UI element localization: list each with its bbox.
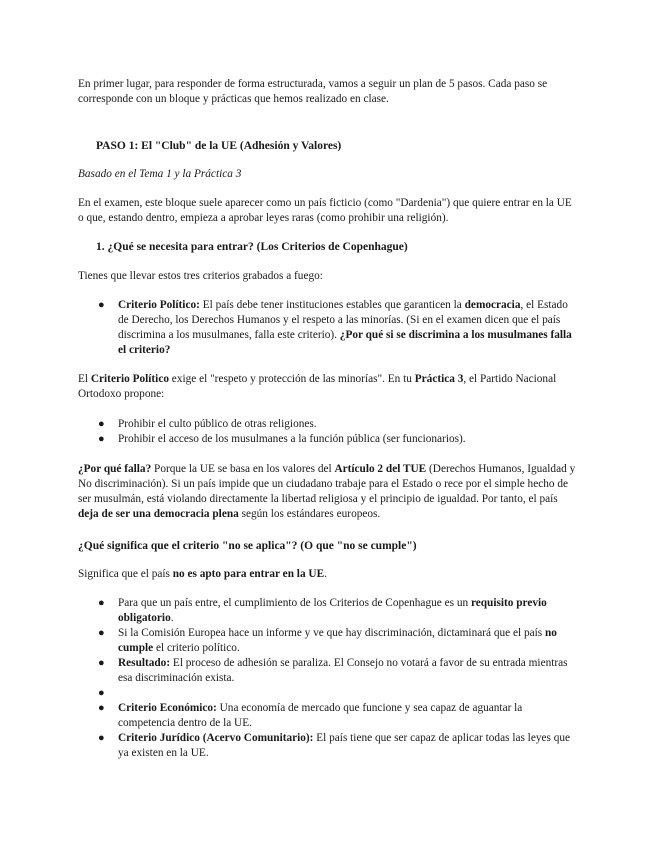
para2-t2: exige el "respeto y protección de las minorías". En tu: [168, 373, 415, 385]
meaning-text: [78, 567, 578, 582]
list-item: [78, 701, 578, 731]
context-paragraph: [78, 196, 578, 226]
question-heading: [78, 539, 578, 554]
criteria-intro-text: Tienes que llevar estos tres criterios grabados a fuego:: [78, 270, 323, 282]
proposals-list: [78, 417, 578, 447]
intro-paragraph: [78, 77, 578, 107]
criteria-intro: [78, 269, 578, 284]
bullet-icon: ●: [98, 433, 105, 445]
proposal-2: Prohibir el acceso de los musulmanes a la función pública (ser funcionarios).: [118, 433, 466, 445]
item1-t1: Para que un país entre, el cumplimiento de los Criterios de Copenhague es un: [118, 597, 471, 609]
section1-heading: [96, 240, 596, 255]
bullet-icon: ●: [98, 627, 105, 639]
paso1-title-text: PASO 1: El "Club" de la UE (Adhesión y Valores): [96, 140, 342, 152]
bullet-icon: ●: [98, 597, 105, 609]
why-b3: deja de ser una democracia plena: [78, 508, 239, 520]
paso1-title: [96, 139, 596, 154]
criterio-politico-list: [78, 298, 578, 358]
item6-t1: El país tiene que ser capaz de aplicar todas las leyes que ya existen en la UE.: [118, 732, 571, 759]
item5-b1: Criterio Económico:: [118, 702, 217, 714]
item6-b1: Criterio Jurídico (Acervo Comunitario):: [118, 732, 314, 744]
para2-t3: , el Partido Nacional Ortodoxo propone:: [78, 373, 557, 400]
bullet-icon: ●: [98, 732, 105, 744]
item5-t1: Una economía de mercado que funcione y sea capaz de aguantar la competencia dentro de la UE.: [118, 702, 523, 729]
list-item: [78, 432, 578, 447]
paso1-subtitle: [78, 167, 578, 182]
item2-t1: Si la Comisión Europea hace un informe y ve que hay discriminación, dictaminará que el país: [118, 627, 545, 639]
item1-b1: requisito previo obligatorio: [118, 597, 547, 624]
list-item: [78, 626, 578, 656]
criterio-politico-text-a: El país debe tener instituciones estables que garanticen la: [199, 299, 465, 311]
list-item: [78, 656, 578, 686]
meaning-paragraph: [78, 567, 578, 582]
section1-heading-text: 1. ¿Qué se necesita para entrar? (Los Criterios de Copenhague): [96, 241, 408, 253]
para2: [78, 372, 578, 402]
meaning-t1: Significa que el país: [78, 568, 173, 580]
item2-t2: el criterio político.: [153, 642, 240, 654]
bullet-icon: ●: [98, 687, 105, 699]
para2-t1: El: [78, 373, 91, 385]
item1-t2: .: [170, 612, 174, 624]
list-item: [78, 417, 578, 432]
why-text: [78, 462, 578, 522]
details-list: [78, 596, 578, 761]
list-item: [78, 686, 578, 701]
why-b2: Artículo 2 del TUE: [334, 463, 427, 475]
item2-b1: no cumple: [118, 627, 557, 654]
item3-t1: El proceso de adhesión se paraliza. El Consejo no votará a favor de su entrada mientras esa discriminación exista.: [118, 657, 568, 684]
list-item: [78, 596, 578, 626]
intro-text: En primer lugar, para responder de forma estructurada, vamos a seguir un plan de 5 pasos. Cada paso se corresponde con un bloque y prácticas que hemos realizado en clase.: [78, 78, 548, 105]
criterio-politico-text-b: , el Estado de Derecho, los Derechos Humanos y el respeto a las minorías. (Si en el examen dicen que el país discrimina a los musulmanes, falla este criterio).: [118, 299, 568, 341]
bullet-icon: ●: [98, 299, 105, 311]
why-b1: ¿Por qué falla?: [78, 463, 152, 475]
criterio-politico-label: Criterio Político:: [118, 299, 200, 311]
para2-b2: Práctica 3: [414, 373, 464, 385]
list-item: [78, 731, 578, 761]
why-t1: Porque la UE se basa en los valores del: [151, 463, 335, 475]
question-heading-text: ¿Qué significa que el criterio "no se aplica"? (O que "no se cumple"): [78, 540, 417, 552]
bullet-icon: ●: [98, 418, 105, 430]
meaning-t2: .: [324, 568, 327, 580]
context-text: En el examen, este bloque suele aparecer como un país ficticio (como "Dardenia") que quiere entrar en la UE o que, estando dentro, empieza a aprobar leyes raras (como prohibir una religión).: [78, 197, 572, 224]
list-item: [78, 298, 578, 358]
proposal-1: Prohibir el culto público de otras religiones.: [118, 418, 317, 430]
democracia-bold: democracia: [464, 299, 521, 311]
why-paragraph: [78, 462, 578, 522]
para2-text: [78, 372, 578, 402]
item3-b1: Resultado:: [118, 657, 171, 669]
question-bold: ¿Por qué si se discrimina a los musulmanes falla el criterio?: [118, 329, 572, 356]
bullet-icon: ●: [98, 657, 105, 669]
para2-b1: Criterio Político: [90, 373, 169, 385]
why-t2: (Derechos Humanos, Igualdad y No discriminación). Si un país impide que un ciudadano trabaje para el Estado o rece por el simple hecho de ser musulmán, está violando directamente la libertad religiosa y el principio de igualdad. Por tanto, el país: [78, 463, 576, 505]
meaning-b1: no es apto para entrar en la UE: [172, 568, 325, 580]
bullet-icon: ●: [98, 702, 105, 714]
paso1-subtitle-text: Basado en el Tema 1 y la Práctica 3: [78, 168, 242, 180]
why-t3: según los estándares europeos.: [238, 508, 381, 520]
